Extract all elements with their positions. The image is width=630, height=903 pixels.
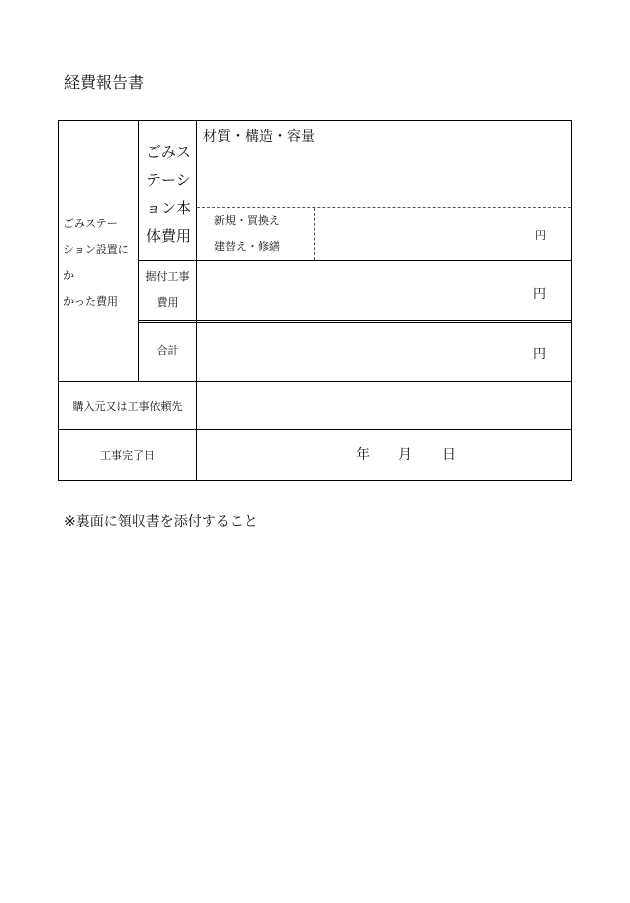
row-divider-2 xyxy=(138,320,571,321)
cost-label-line2: ション設置にか xyxy=(63,243,129,282)
page-title: 経費報告書 xyxy=(64,73,145,92)
vendor-label: 購入元又は工事依頼先 xyxy=(72,400,183,413)
total-label: 合計 xyxy=(156,344,179,357)
new-purchase-label: 新規・買換え xyxy=(214,214,280,227)
month-label: 月 xyxy=(398,447,412,463)
completion-label: 工事完了日 xyxy=(100,449,155,462)
row-divider-2b xyxy=(138,322,571,323)
yen-total: 円 xyxy=(533,347,547,362)
body-cost-label xyxy=(146,138,196,250)
cost-label-line3: かった費用 xyxy=(63,295,118,308)
day-label: 日 xyxy=(442,447,456,463)
body-cost-line4: 体費用 xyxy=(146,227,192,245)
year-label: 年 xyxy=(356,447,370,463)
body-cost-line2: テーシ xyxy=(146,171,191,189)
body-cost-line3: ョン本 xyxy=(146,199,192,217)
install-line1: 据付工事 xyxy=(145,270,190,283)
receipt-note: ※裏面に領収書を添付すること xyxy=(64,514,258,530)
body-cost-line1: ごみス xyxy=(146,143,192,161)
install-cost-label xyxy=(139,264,196,316)
material-label: 材質・構造・容量 xyxy=(203,129,315,145)
rebuild-repair-label: 建替え・修繕 xyxy=(214,240,280,253)
cost-label xyxy=(63,211,137,315)
row-divider-1 xyxy=(138,260,571,261)
row-divider-3 xyxy=(58,381,571,382)
row-divider-4 xyxy=(58,429,571,430)
install-line2: 費用 xyxy=(156,296,179,309)
yen-install: 円 xyxy=(533,287,547,302)
col-divider-2 xyxy=(196,120,197,481)
yen-body: 円 xyxy=(535,229,546,242)
col-divider-dashed xyxy=(314,208,315,260)
cost-label-line1: ごみステー xyxy=(63,217,118,230)
